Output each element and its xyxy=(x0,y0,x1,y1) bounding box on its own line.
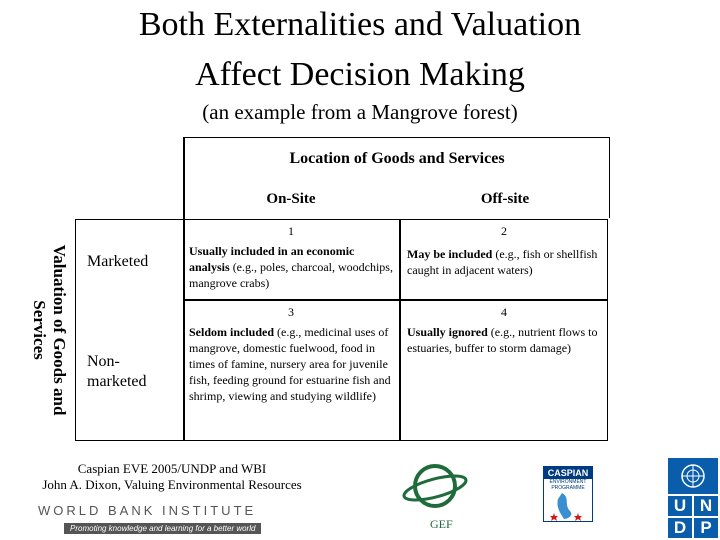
column-header-onsite: On-Site xyxy=(266,191,316,207)
undp-letter: N xyxy=(694,496,718,516)
cell-emphasis: Usually ignored xyxy=(407,325,488,339)
table-divider xyxy=(399,219,401,441)
cell-number: 2 xyxy=(501,224,507,238)
cell-detail: (e.g., poles, charcoal, woodchips, mangrove crabs) xyxy=(189,260,393,290)
cell-number: 4 xyxy=(501,305,507,319)
gef-logo-label: GEF xyxy=(430,517,453,531)
slide-title-line2: Affect Decision Making xyxy=(195,56,525,93)
gef-logo-icon xyxy=(400,458,470,518)
credits-line1: Caspian EVE 2005/UNDP and WBI xyxy=(77,461,267,476)
table-cell xyxy=(407,246,607,278)
slide-title-line1: Both Externalities and Valuation xyxy=(138,6,582,43)
table-cell xyxy=(189,243,394,291)
caspian-map-icon xyxy=(544,491,590,521)
cell-number: 3 xyxy=(288,305,294,319)
slide-subtitle: (an example from a Mangrove forest) xyxy=(202,100,518,124)
un-emblem-icon xyxy=(668,458,718,494)
undp-letter: P xyxy=(694,518,718,538)
cell-emphasis: May be included xyxy=(407,247,493,261)
row-label-marketed: Marketed xyxy=(87,253,149,270)
undp-logo xyxy=(668,458,718,538)
undp-letter: U xyxy=(668,496,692,516)
caspian-logo-subtitle: ENVIRONMENT PROGRAMME xyxy=(549,479,587,491)
table-divider xyxy=(183,299,608,301)
cell-emphasis: Usually included in an economic analysis xyxy=(189,244,355,274)
wbi-logo-name: WORLD BANK INSTITUTE xyxy=(38,503,257,518)
table-divider xyxy=(183,137,185,441)
row-axis-label: Valuation of Goods and Services xyxy=(30,244,69,416)
caspian-logo xyxy=(543,466,593,522)
caspian-logo-name: CASPIAN xyxy=(544,467,592,479)
credits xyxy=(22,461,322,493)
credits-line2: John A. Dixon, Valuing Environmental Resources xyxy=(42,477,302,492)
cell-detail: (e.g., medicinal uses of mangrove, domestic fuelwood, food in times of famine, nursery area for juvenile fish, feeding ground for estuarine fish and shrimp, viewing and studying wildlife) xyxy=(189,325,391,403)
cell-emphasis: Seldom included xyxy=(189,325,275,339)
row-label-nonmarketed: Non-marketed xyxy=(87,353,147,390)
table-header-title: Location of Goods and Services xyxy=(289,150,505,167)
table-cell xyxy=(189,324,394,404)
world-bank-institute-logo xyxy=(38,503,261,536)
cell-detail: (e.g., fish or shellfish caught in adjacent waters) xyxy=(407,247,598,277)
table-cell xyxy=(407,324,603,356)
column-header-offsite: Off-site xyxy=(480,191,530,207)
undp-letter: D xyxy=(668,518,692,538)
wbi-logo-tagline: Promoting knowledge and learning for a better world xyxy=(64,523,261,534)
cell-number: 1 xyxy=(288,224,294,238)
cell-detail: (e.g., nutrient flows to estuaries, buffer to storm damage) xyxy=(407,325,598,355)
